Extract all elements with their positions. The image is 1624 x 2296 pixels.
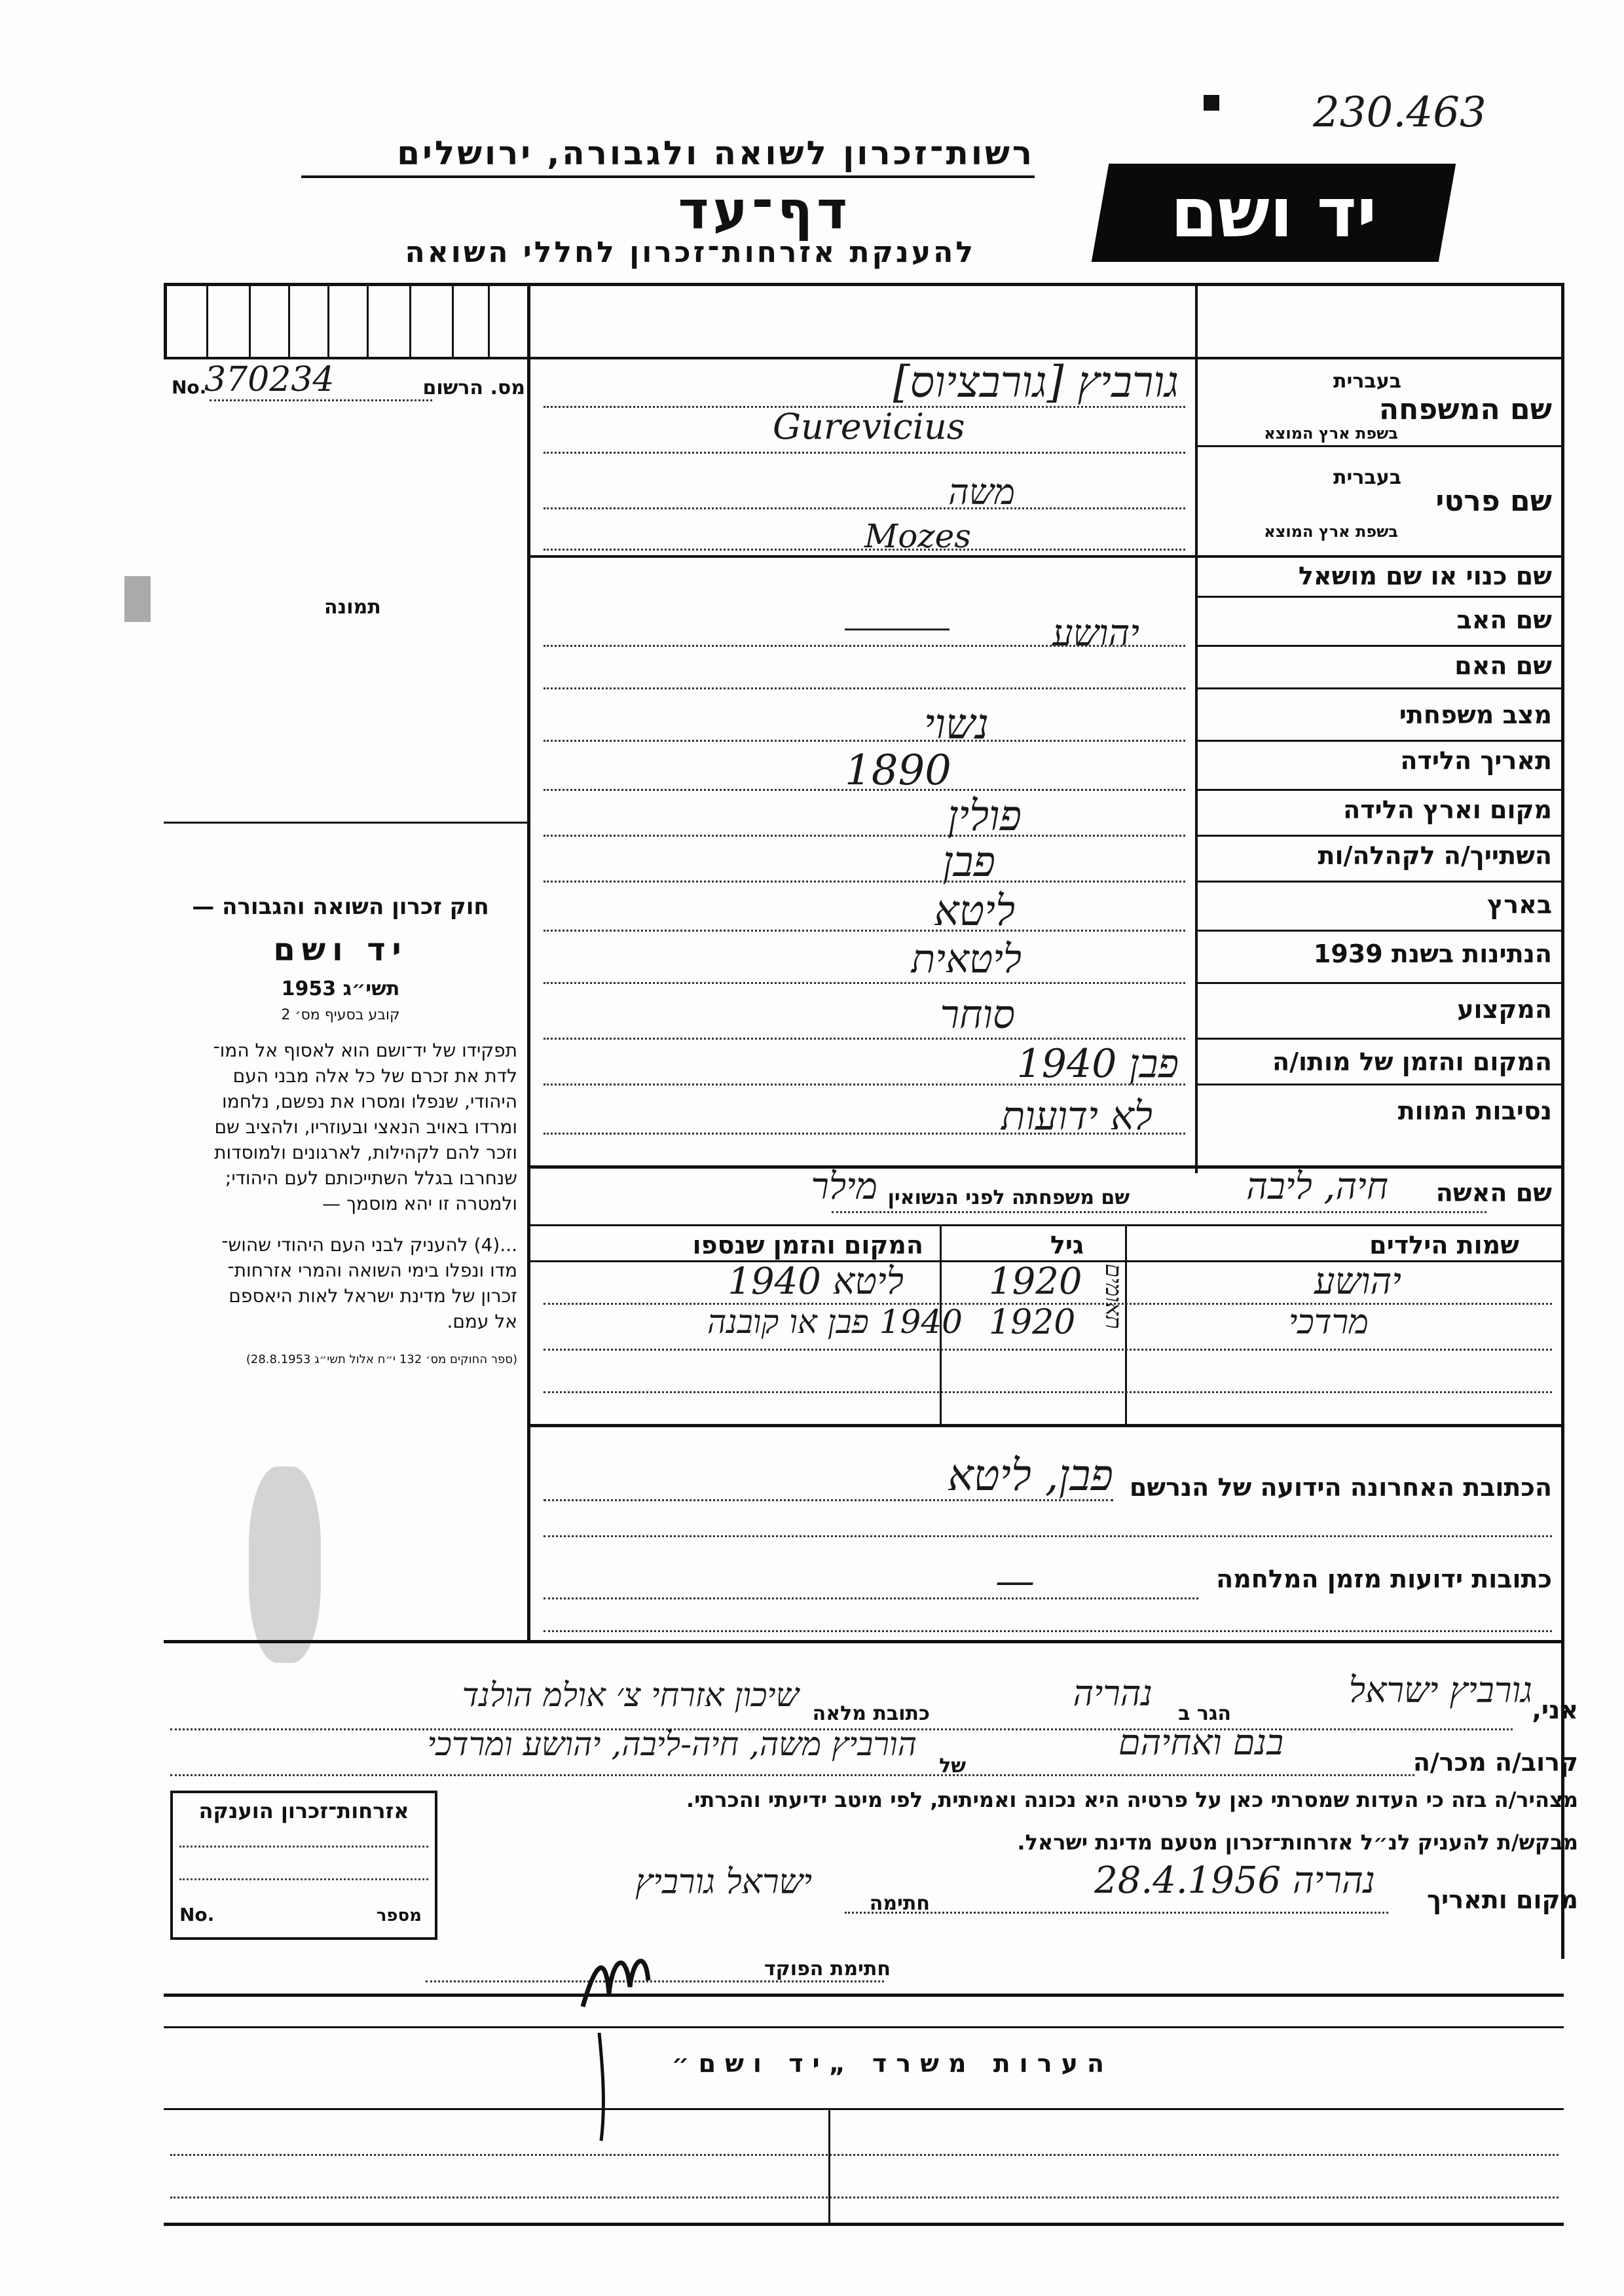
children-names-header: שמות הילדים	[1369, 1231, 1519, 1260]
wife-label: שם האשה	[1435, 1178, 1552, 1207]
firstname-origin-value: Mozes	[864, 517, 971, 555]
country-value: ליטא	[934, 887, 1015, 936]
residing-value: נהריה	[1073, 1673, 1153, 1714]
law-clause: קובע בסעיף מס׳ 2	[281, 1007, 400, 1023]
declaration-text: מצהיר/ה בזה כי העדות שמסרתי כאן על פרטיה היא נכונה ואמיתית, לפי מיטב ידיעתי והכרתי.	[686, 1787, 1578, 1812]
row-line	[530, 555, 1564, 558]
mother-label: שם האם	[1454, 651, 1552, 680]
notes-divider	[164, 2026, 1564, 2028]
child-age: 1920	[989, 1260, 1082, 1303]
registration-no-label: No.	[172, 376, 207, 398]
row-line	[530, 1165, 1564, 1169]
ink-mark	[1204, 95, 1219, 111]
officer-signature-scrawl	[570, 1935, 668, 2144]
birthplace-value: פולין	[948, 792, 1022, 841]
wartime-address-dots	[544, 1630, 1552, 1632]
notes-dots	[170, 2154, 1559, 2156]
request-text: מבקש/ת להעניק לנ״ל אזרחות־זכרון מטעם מדינת ישראל.	[1017, 1830, 1578, 1855]
birthdate-dots	[544, 789, 1185, 791]
place-date-value: נהריה 28.4.1956	[1094, 1859, 1375, 1902]
ani-label: אני,	[1532, 1696, 1578, 1724]
org-line: רשות־זכרון לשואה ולגבורה, ירושלים	[397, 134, 1035, 172]
grid-cell	[409, 283, 411, 358]
children-bottom-line	[530, 1424, 1564, 1427]
twins-note: תאומים	[1100, 1264, 1126, 1330]
relation-dots	[170, 1774, 1414, 1776]
birthplace-label: מקום וארץ הלידה	[1343, 795, 1552, 824]
law-box	[164, 894, 517, 1470]
firstname-origin-sub: בשפת ארץ המוצא	[1264, 522, 1398, 541]
notes-dots	[170, 2196, 1559, 2198]
law-footnote: (ספר החוקים מס׳ 132 י״ח אלול תשי״ג 28.8.1953)	[246, 1353, 517, 1366]
section-line	[164, 1640, 1564, 1643]
citizenship-box	[170, 1791, 437, 1940]
declarant-name: גורביץ ישראל	[1348, 1669, 1532, 1711]
registration	[172, 360, 525, 403]
law-name: יד ושם	[273, 932, 408, 968]
last-address-value: פבן, ליטא	[948, 1450, 1113, 1501]
surname-dots	[544, 406, 1185, 408]
death-circumstances-label: נסיבות המוות	[1397, 1097, 1552, 1125]
citizenship-number-label: מספר	[376, 1906, 422, 1925]
row-line	[1195, 881, 1562, 883]
grid-row-bottom	[164, 357, 1564, 359]
grid-cell	[249, 283, 251, 358]
relation-value: בנם ואחיהם	[1118, 1722, 1283, 1763]
of-value: הורביץ משה, חיה-ליבה, יהושע ומרדכי	[427, 1725, 917, 1763]
residing-label: הגר ב	[1178, 1702, 1231, 1725]
frame-top	[164, 283, 1564, 286]
office-notes-label: הערות משרד „יד ושם״	[671, 2049, 1113, 2078]
father-label: שם האב	[1456, 606, 1552, 634]
birthplace-dots	[544, 835, 1185, 837]
row-line	[1195, 740, 1562, 742]
profession-dots	[544, 1038, 1185, 1040]
law-para2: ...(4) להעניק לבני העם היהודי שהוש־ מדו ונפלו בימי השואה והמרי אזרחות־ זכרון של מדינת ישראל לאות היאספם אל עמם.	[221, 1234, 517, 1332]
notes-divider	[164, 2108, 1564, 2110]
community-dots	[544, 881, 1185, 883]
address-value: שיכון אזרחי צ׳ אולמ הולנד	[462, 1676, 799, 1714]
grid-cell	[452, 283, 454, 358]
row-line	[1195, 789, 1562, 791]
grid-cell	[327, 283, 329, 358]
children-age-header: גיל	[1050, 1231, 1084, 1260]
form-title: דף־עד	[678, 180, 851, 241]
citizenship-dots	[544, 982, 1185, 984]
profession-label: המקצוע	[1457, 995, 1552, 1024]
signature-label: חתימה	[869, 1892, 930, 1915]
death-circumstances-dots	[544, 1133, 1185, 1135]
registration-dots	[210, 399, 432, 401]
form-subtitle: להענקת אזרחות־זכרון לחללי השואה	[405, 236, 976, 269]
wife-value: חיה, ליבה	[1246, 1165, 1388, 1208]
firstname-hebrew-sub: בעברית	[1333, 466, 1401, 489]
death-place-value: פבן 1940	[1016, 1041, 1179, 1087]
registration-label: מס. הרשום	[422, 376, 525, 399]
death-circumstances-value: לא ידועות	[1001, 1093, 1153, 1139]
marital-label: מצב משפחתי	[1399, 701, 1552, 729]
yad-vashem-logo: יד ושם	[1092, 164, 1456, 262]
mother-dots	[544, 687, 1185, 689]
scan-stain	[249, 1467, 321, 1663]
last-address-label: הכתובת האחרונה הידועה של הנרשם	[1129, 1473, 1552, 1502]
child-row-dots	[544, 1349, 1552, 1351]
maiden-label: שם משפחתה לפני הנשואין	[887, 1186, 1130, 1209]
notes-vertical	[828, 2108, 830, 2226]
grid-cell	[206, 283, 208, 358]
org-underline	[301, 175, 1035, 178]
row-line	[1195, 835, 1562, 837]
surname-origin-value: Gurevicius	[773, 406, 965, 447]
row-line	[1195, 930, 1562, 932]
registration-number: 370234	[204, 360, 335, 399]
child-place-time: ליטא 1940	[728, 1260, 904, 1303]
country-dots	[544, 930, 1185, 932]
law-para1: תפקידו של יד־ושם הוא לאסוף אל המו־ לדת את זכרם של כל אלה מבני העם היהודי, שנפלו ומסרו את נפשם, נלחמו ומרדו באויב הנאצי ובעוזריו, ולהציב שם וזכר להם לקהילות, לארגונים ולמוסדות שנחרבו בגלל השתייכותם לעם היהודי; ולמטרה זו יהא מוסמך —	[213, 1040, 517, 1214]
child-place-time: 1940 פבן או קובנה	[707, 1303, 963, 1341]
surname-origin-sub: בשפת ארץ המוצא	[1264, 424, 1398, 443]
wife-dots	[832, 1211, 1486, 1213]
last-address-dots	[544, 1499, 1113, 1501]
maiden-value: מילר	[811, 1165, 877, 1208]
firstname-hebrew-value: משה	[948, 471, 1015, 513]
surname-label: שם המשפחה	[1378, 393, 1552, 426]
wartime-address-value: —	[995, 1558, 1035, 1604]
row-line	[1195, 1038, 1562, 1040]
citizenship-box-lines	[179, 1846, 428, 1848]
notes-bottom-line	[164, 2223, 1564, 2226]
father-dots	[544, 645, 1185, 647]
marital-value: נשוי	[923, 701, 989, 749]
citizenship-label: הנתינות בשנת 1939	[1313, 939, 1552, 968]
country-label: בארץ	[1487, 890, 1552, 919]
place-date-label: מקום ותאריך	[1427, 1886, 1578, 1914]
last-address-dots	[544, 1535, 1552, 1537]
grid-cell	[367, 283, 369, 358]
nickname-label: שם כנוי או שם מושאל	[1298, 562, 1552, 591]
wartime-address-label: כתובות ידועות מזמן המלחמה	[1216, 1565, 1552, 1594]
surname-hebrew-value: גורביץ [גורבציוס]	[893, 357, 1179, 407]
firstname-origin-dots	[544, 549, 1185, 551]
frame-left	[164, 283, 167, 358]
signature-value: ישראל גורביץ	[635, 1863, 812, 1902]
photo-label: תמונה	[324, 596, 381, 619]
notes-top-line	[164, 1994, 1564, 1997]
citizenship-no-label: No.	[179, 1904, 215, 1925]
label-column-divider	[1195, 283, 1198, 1173]
firstname-label: שם פרטי	[1435, 484, 1552, 518]
address-label: כתובת מלאה	[812, 1702, 930, 1725]
father-value: יהושע	[1052, 612, 1139, 655]
of-label: של	[939, 1755, 966, 1777]
birthdate-label: תאריך הלידה	[1400, 746, 1552, 775]
officer-signature-label: חתימת הפוקד	[764, 1958, 891, 1980]
child-name: מרדכי	[1288, 1303, 1369, 1342]
grid-cell	[288, 283, 290, 358]
relation-label: קרוב/ה מכר/ה	[1412, 1748, 1578, 1777]
birthdate-value: 1890	[845, 746, 951, 795]
place-date-dots	[845, 1912, 1388, 1914]
child-row-dots	[544, 1391, 1552, 1393]
citizenship-box-title: אזרחות־זכרון הוענקה	[198, 1798, 409, 1823]
row-line	[1195, 687, 1562, 689]
surname-origin-dots	[544, 452, 1185, 454]
child-age: 1920	[989, 1303, 1076, 1342]
row-line	[1195, 982, 1562, 984]
row-line	[530, 1224, 1564, 1226]
grid-cell	[488, 283, 490, 358]
scan-smudge	[124, 576, 151, 622]
citizenship-box-lines	[179, 1878, 428, 1880]
citizenship-value: ליטאית	[911, 936, 1022, 982]
law-year: תשי״ג 1953	[281, 977, 400, 1000]
row-line	[1195, 445, 1562, 447]
row-line	[1195, 596, 1562, 598]
law-title: חוק זכרון השואה והגבורה —	[192, 894, 489, 920]
row-line	[1195, 645, 1562, 647]
wartime-address-dots	[544, 1597, 1198, 1599]
profession-value: סוחר	[940, 992, 1015, 1038]
community-value: פבן	[942, 838, 995, 886]
left-column-divider	[527, 283, 530, 1641]
child-name: יהושע	[1314, 1260, 1401, 1303]
row-line	[1195, 1084, 1562, 1085]
death-place-label: המקום והזמן של מותו/ה	[1272, 1048, 1552, 1076]
death-place-dots	[544, 1084, 1185, 1085]
struck-word	[845, 629, 950, 630]
surname-hebrew-sub: בעברית	[1333, 370, 1401, 393]
community-label: השתייך/ה לקהלה/ות	[1318, 841, 1552, 870]
archive-number: 230.463	[1313, 88, 1486, 137]
law-box-top	[164, 822, 527, 824]
firstname-dots	[544, 507, 1185, 509]
marital-dots	[544, 740, 1185, 742]
children-place-header: המקום והזמן שנספו	[692, 1231, 923, 1260]
